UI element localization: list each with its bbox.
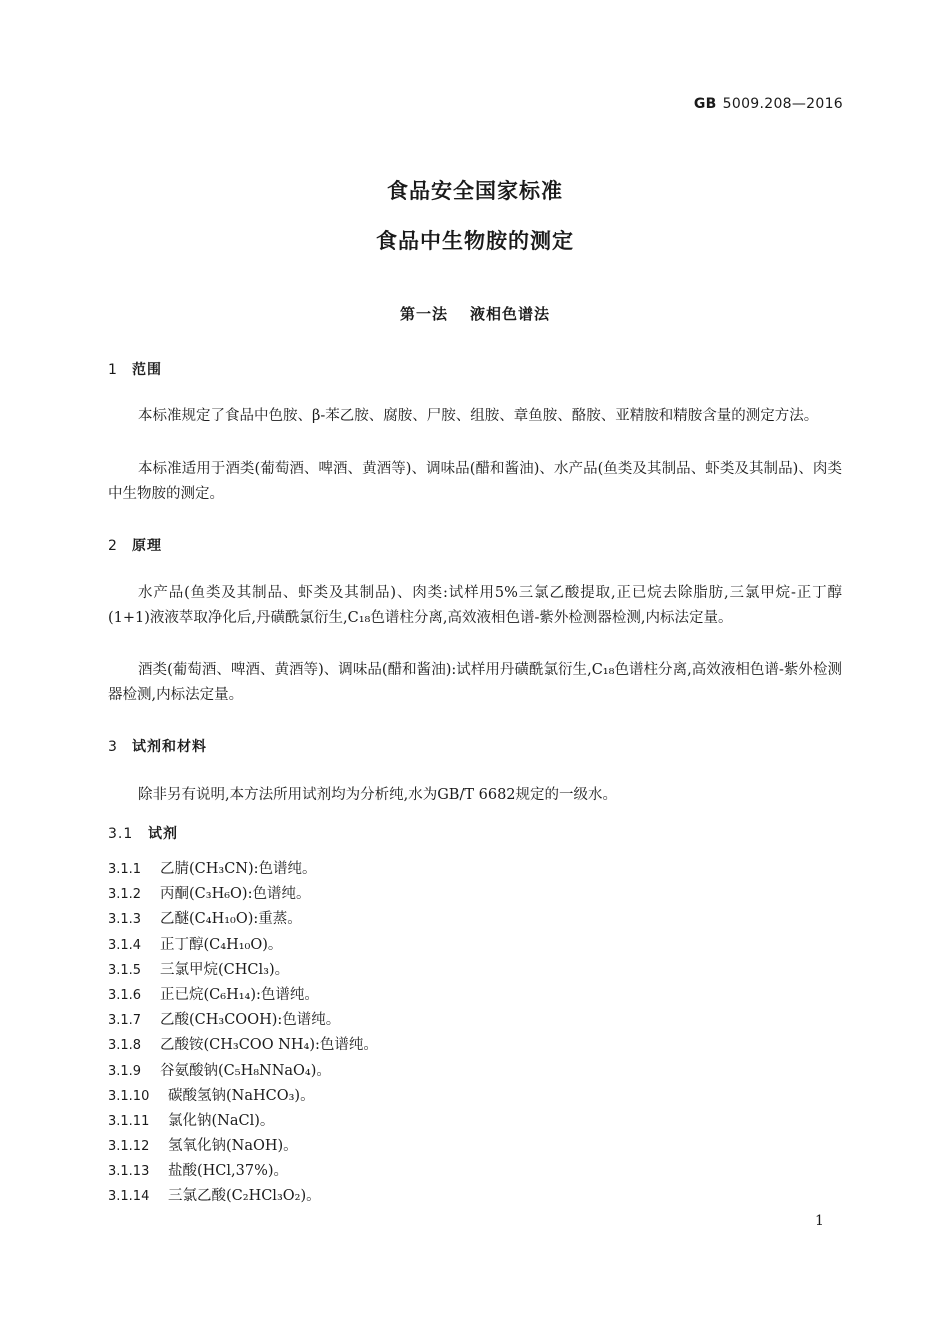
reagent-number: 3.1.8 — [108, 1038, 142, 1054]
method-heading — [0, 303, 950, 324]
reagent-number: 3.1.3 — [108, 912, 142, 928]
section-2-paragraph-2: 酒类(葡萄酒、啤酒、黄酒等)、调味品(醋和酱油):试样用丹磺酰氯衍生,C₁₈色谱柱分离,高效液相色谱-紫外检测器检测,内标法定量。 — [108, 662, 842, 703]
reagent-item — [108, 857, 848, 882]
reagent-text: 氯化钠(NaCl)。 — [168, 1112, 275, 1129]
section-number: 1 — [108, 362, 118, 378]
reagent-text: 盐酸(HCl,37%)。 — [168, 1163, 289, 1180]
section-number: 2 — [108, 538, 118, 554]
reagent-text: 乙醚(C₄H₁₀O):重蒸。 — [160, 911, 302, 928]
section-3-1-heading — [108, 823, 178, 843]
standard-number — [694, 96, 843, 112]
reagent-number: 3.1.5 — [108, 962, 142, 978]
document-subtitle: 食品中生物胺的测定 — [376, 229, 574, 253]
reagent-item — [108, 1008, 848, 1033]
reagent-item — [108, 907, 848, 932]
standard-code: 5009.208—2016 — [722, 96, 843, 112]
reagent-number: 3.1.14 — [108, 1189, 150, 1205]
reagent-item — [108, 958, 848, 983]
reagent-number: 3.1.12 — [108, 1139, 150, 1155]
section-1-paragraph-1: 本标准规定了食品中色胺、β-苯乙胺、腐胺、尸胺、组胺、章鱼胺、酪胺、亚精胺和精胺含量的测定方法。 — [138, 408, 819, 424]
page-number: 1 — [815, 1213, 824, 1229]
reagent-item — [108, 1134, 848, 1159]
reagent-number: 3.1.1 — [108, 862, 142, 877]
section-3-heading — [108, 736, 207, 756]
reagent-item — [108, 1184, 848, 1209]
reagent-text: 正丁醇(C₄H₁₀O)。 — [160, 936, 283, 953]
reagent-item — [108, 933, 848, 958]
section-1-heading — [108, 359, 162, 379]
section-title: 试剂和材料 — [132, 739, 207, 755]
reagent-text: 乙酸铵(CH₃COO NH₄):色谱纯。 — [160, 1037, 378, 1054]
reagent-text: 碳酸氢钠(NaHCO₃)。 — [168, 1087, 315, 1104]
reagent-text: 三氯甲烷(CHCl₃)。 — [160, 961, 290, 978]
reagent-list — [108, 857, 848, 1210]
section-1-paragraph-2: 本标准适用于酒类(葡萄酒、啤酒、黄酒等)、调味品(醋和酱油)、水产品(鱼类及其制品、虾类及其制品)、肉类中生物胺的测定。 — [108, 461, 842, 502]
standard-prefix: GB — [693, 96, 717, 112]
reagent-number: 3.1.7 — [108, 1013, 142, 1029]
reagent-number: 3.1.4 — [108, 937, 142, 953]
reagent-text: 乙腈(CH₃CN):色谱纯。 — [160, 861, 317, 877]
reagent-item — [108, 1059, 848, 1084]
reagent-text: 谷氨酸钠(C₅H₈NNaO₄)。 — [160, 1062, 331, 1079]
reagent-number: 3.1.11 — [108, 1113, 150, 1129]
reagent-text: 氢氧化钠(NaOH)。 — [168, 1138, 298, 1155]
reagent-number: 3.1.10 — [108, 1088, 150, 1104]
section-title: 范围 — [132, 362, 162, 378]
reagent-text: 正已烷(C₆H₁₄):色谱纯。 — [160, 986, 319, 1003]
method-name: 液相色谱法 — [470, 305, 551, 323]
reagent-item — [108, 882, 848, 907]
section-3-paragraph-1: 除非另有说明,本方法所用试剂均为分析纯,水为GB/T 6682规定的一级水。 — [138, 787, 618, 803]
method-label: 第一法 — [399, 305, 448, 323]
reagent-item — [108, 1109, 848, 1134]
reagent-number: 3.1.9 — [108, 1063, 142, 1079]
section-2-heading — [108, 535, 162, 555]
document-title: 食品安全国家标准 — [387, 179, 563, 203]
reagent-text: 乙酸(CH₃COOH):色谱纯。 — [160, 1012, 341, 1029]
reagent-number: 3.1.2 — [108, 887, 142, 903]
reagent-item — [108, 1159, 848, 1184]
section-number: 3 — [108, 739, 118, 755]
section-2-paragraph-1: 水产品(鱼类及其制品、虾类及其制品)、肉类:试样用5%三氯乙酸提取,正已烷去除脂肪,三氯甲烷-正丁醇(1+1)液液萃取净化后,丹磺酰氯衍生,C₁₈色谱柱分离,高效液相色谱-紫外检测器检测,内标法定量。 — [108, 585, 842, 626]
reagent-text: 三氯乙酸(C₂HCl₃O₂)。 — [168, 1188, 321, 1205]
section-number: 3.1 — [108, 826, 134, 842]
reagent-number: 3.1.13 — [108, 1164, 150, 1180]
reagent-text: 丙酮(C₃H₆O):色谱纯。 — [160, 886, 311, 903]
reagent-item — [108, 983, 848, 1008]
reagent-item — [108, 1033, 848, 1058]
reagent-number: 3.1.6 — [108, 987, 142, 1003]
section-title: 试剂 — [148, 826, 178, 842]
reagent-item — [108, 1084, 848, 1109]
section-title: 原理 — [132, 538, 162, 554]
